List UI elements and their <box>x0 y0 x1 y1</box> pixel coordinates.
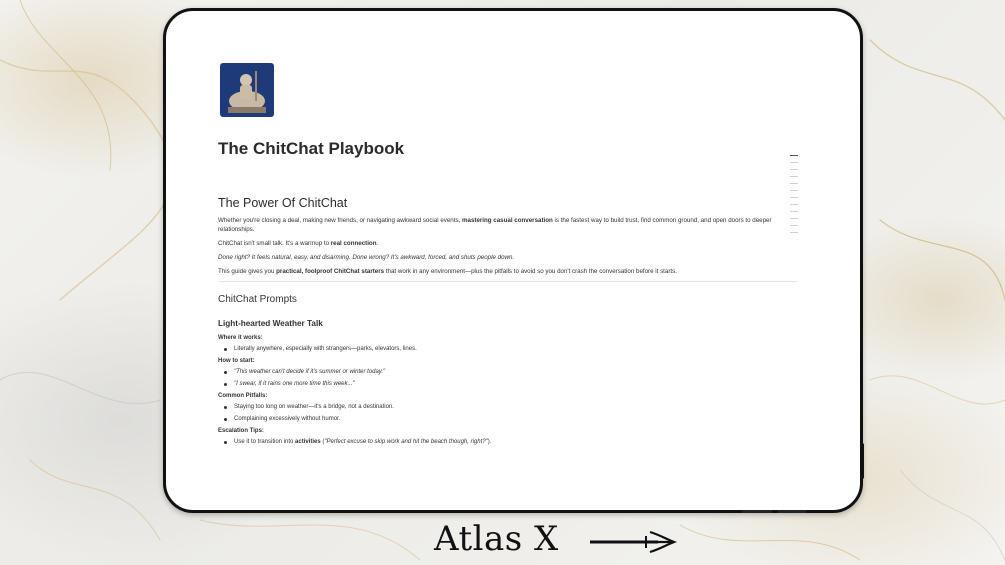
tablet-bottom-button <box>742 510 772 513</box>
page-title: The ChitChat Playbook <box>218 139 405 158</box>
italic-paragraph: Done right? It feels natural, easy, and disarming. Done wrong? It's awkward, forced, and shuts people down. <box>218 254 515 261</box>
list-item: Complaining excessively without humor. <box>224 416 803 422</box>
document-page <box>192 39 838 489</box>
trident-icon <box>588 527 678 557</box>
list-item: "This weather can't decide if it's summer or winter today." <box>224 369 803 375</box>
divider <box>218 281 798 282</box>
field-label: Escalation Tips: <box>218 428 264 434</box>
paragraph: ChitChat isn't small talk. It's a warmup to real connection. <box>218 240 379 247</box>
list-item: "I swear, if it rains one more time this week..." <box>224 381 803 387</box>
field-label: Where it works: <box>218 335 263 341</box>
tablet-frame <box>163 8 863 513</box>
subsection-heading: Light-hearted Weather Talk <box>218 319 323 328</box>
brand-name: Atlas X <box>434 519 559 559</box>
tablet-bottom-button <box>778 510 806 513</box>
field-label: Common Pitfalls: <box>218 393 268 399</box>
section-heading: ChitChat Prompts <box>218 294 297 305</box>
section-heading: The Power Of ChitChat <box>218 196 348 210</box>
list-item: Staying too long on weather—it's a bridge, not a destination. <box>224 404 803 410</box>
paragraph: This guide gives you practical, foolproof ChitChat starters that work in any environment—plus the pitfalls to avoid so you don't crash the conversation before it starts. <box>218 268 677 275</box>
cover-image <box>220 63 274 117</box>
tablet-side-button <box>860 443 864 479</box>
list-item: Literally anywhere, especially with strangers—parks, elevators, lines. <box>224 346 803 352</box>
page-content <box>218 196 803 451</box>
list-item: Use it to transition into activities ("Perfect excuse to skip work and hit the beach though, right?"). <box>224 439 803 445</box>
field-label: How to start: <box>218 358 255 364</box>
intro-paragraph: Whether you're closing a deal, making new friends, or navigating awkward social events, mastering casual conversation is the fastest way to build trust, find common ground, and open doors to deeper relationships. <box>218 217 772 233</box>
